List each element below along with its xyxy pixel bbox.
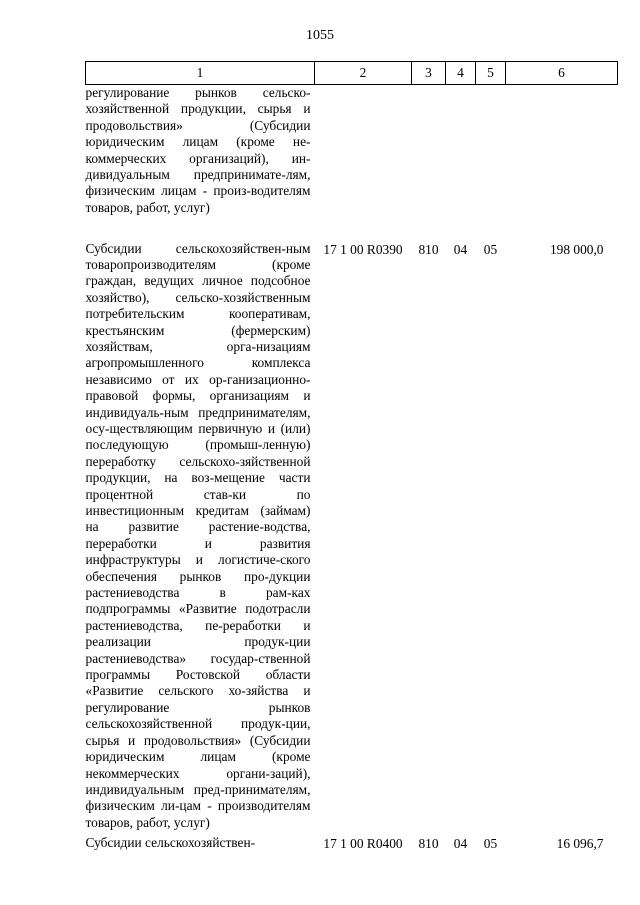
row-rz: 04 [453,836,468,852]
row-pr: 05 [483,241,498,257]
row-vr: 810 [418,241,439,257]
row-vr: 810 [418,836,439,852]
row-rz: 04 [453,241,468,257]
header-col-3: 3 [412,62,446,85]
header-col-4: 4 [446,62,476,85]
row-amount: 16 096,7 [556,836,604,852]
header-col-6: 6 [506,62,618,85]
row-pr [476,85,506,237]
row-vr [412,85,446,237]
header-col-2: 2 [315,62,412,85]
row-amount: 198 000,0 [549,241,604,257]
page-number: 1055 [306,28,334,43]
header-col-1: 1 [86,62,315,85]
row-pr: 05 [483,836,498,852]
table-row [86,85,618,237]
header-col-5: 5 [476,62,506,85]
row-rz [446,85,476,237]
table-row [86,237,618,832]
row-code: 17 1 00 R0390 [323,241,403,257]
table-row [86,831,618,852]
row-code [315,85,412,237]
budget-table [85,61,618,853]
row-amount [506,85,618,237]
row-description: Субсидии сельскохозяйствен-ным товаропроизводителям (кроме граждан, ведущих личное подсобное хозяйство), сельско-хозяйственным потребительским кооперативам, крестьянским (фермерским) хозяйствам, орга-низациям агропромышленного комплекса независимо от их ор-ганизационно-правовой формы, организациям и индивидуаль-ным предпринимателям, осу-ществляющим первичную и (или) последующую (промыш-ленную) переработку сельскохо-зяйственной продукции, на воз-мещение части процентной став-ки по инвестиционным кредитам (займам) на развитие растение-водства, переработки и развития инфраструктуры и логистиче-ского обеспечения рынков про-дукции растениеводства в рам-ках подпрограммы «Развитие подотрасли растениеводства, пе-реработки и реализации продук-ции растениеводства» государ-ственной программы Ростовской области «Развитие сельского хо-зяйства и регулирование рынков сельскохозяйственной продук-ции, сырья и продовольствия» (Субсидии юридическим лицам (кроме некоммерческих органи-заций), индивидуальным пред-принимателям, физическим ли-цам - производителям товаров, работ, услуг) [85,240,311,830]
header-row [86,62,618,85]
row-description: Субсидии сельскохозяйствен- [85,835,256,851]
row-description: регулирование рынков сельско-хозяйственной продукции, сырья и продовольствия» (Субсидии юридическим лицам (кроме не-коммерческих организаций), ин-дивидуальным предпринимате-лям, физическим лицам - произ-водителям товаров, работ, услуг) [85,85,311,215]
row-code: 17 1 00 R0400 [323,836,403,852]
